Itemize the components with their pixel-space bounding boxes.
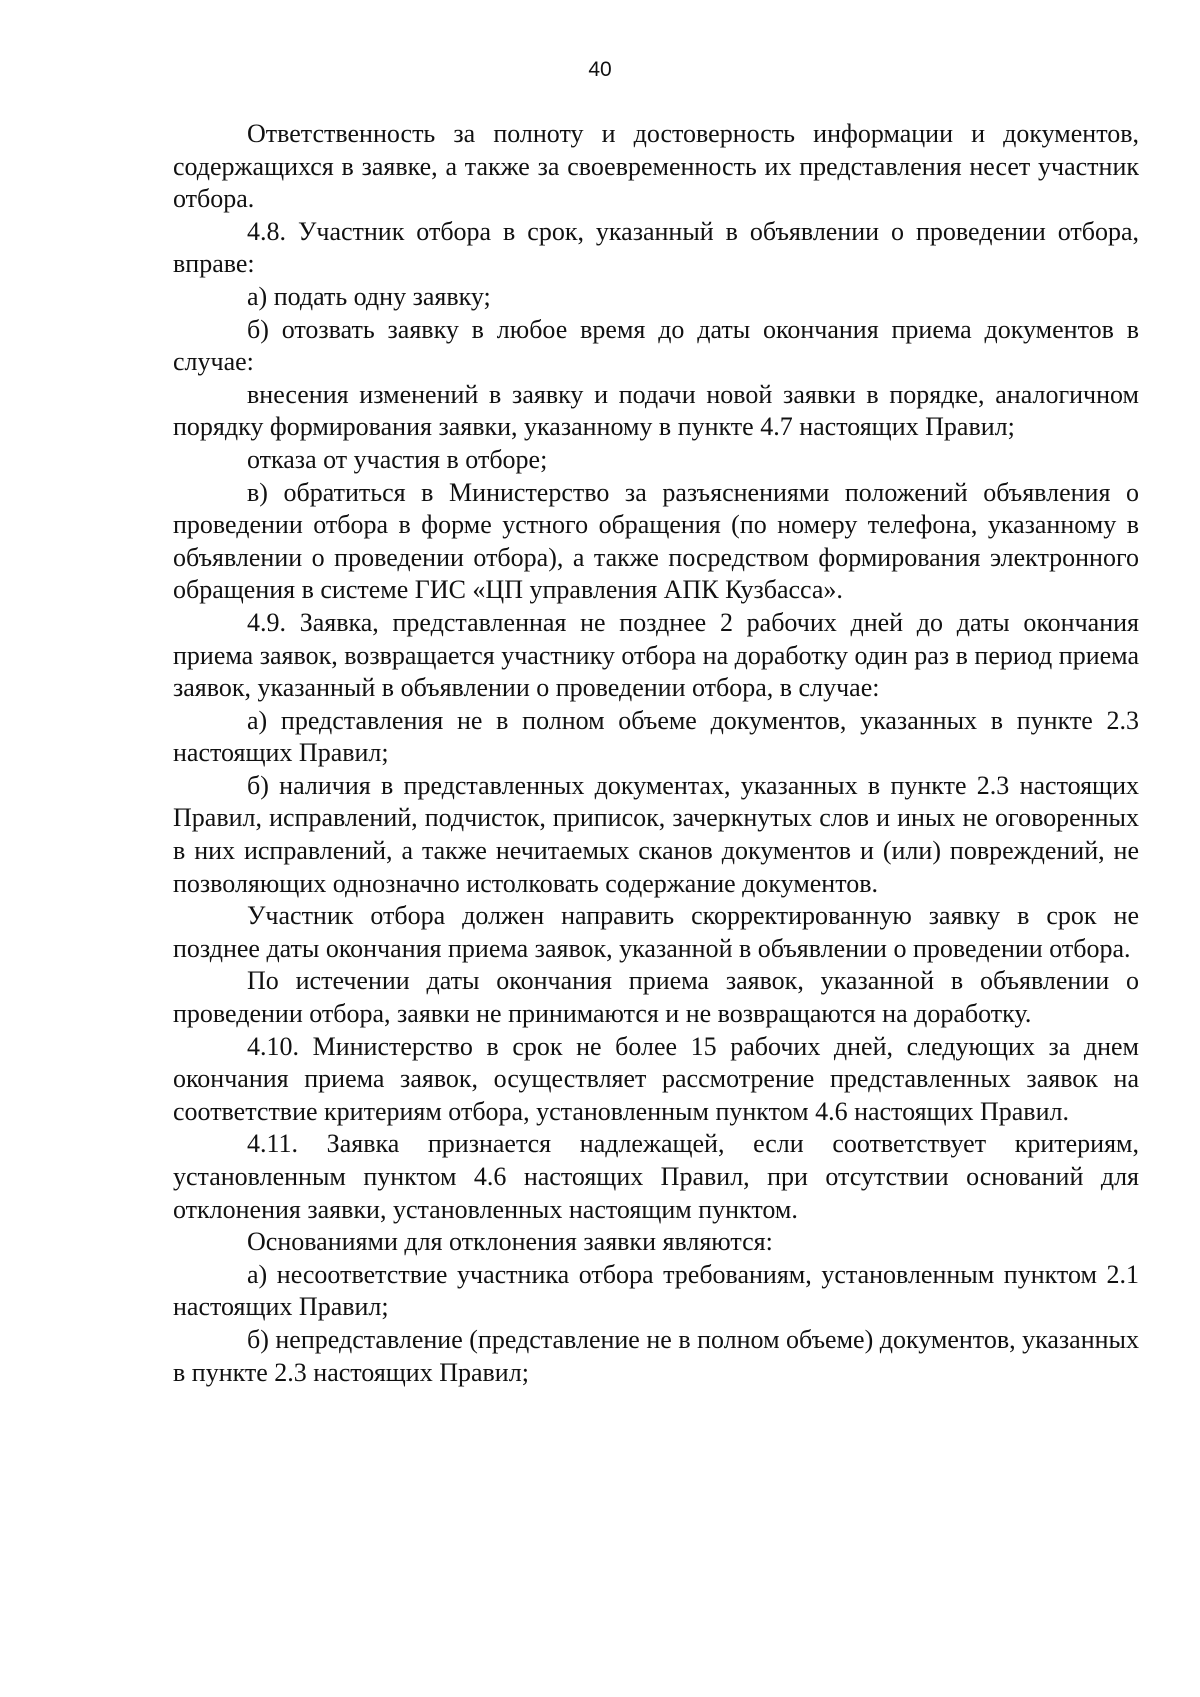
paragraph-4-9: 4.9. Заявка, представленная не позднее 2 рабочих дней до даты окончания приема заявок, возвращается участнику отбора на доработку один раз в период приема заявок, указанный в объявлении о проведении отбора, в случае: bbox=[173, 607, 1139, 703]
paragraph-4-8: 4.8. Участник отбора в срок, указанный в объявлении о проведении отбора, вправе: bbox=[173, 216, 1139, 279]
paragraph-4-11-b: б) непредставление (представление не в полном объеме) документов, указанных в пункте 2.3 настоящих Правил; bbox=[173, 1324, 1139, 1387]
paragraph-4-8-v: в) обратиться в Министерство за разъяснениями положений объявления о проведении отбора в форме устного обращения (по номеру телефона, указанному в объявлении о проведении отбора), а также посредством формирования электронного обращения в системе ГИС «ЦП управления АПК Кузбасса». bbox=[173, 477, 1139, 605]
paragraph-4-9-a: а) представления не в полном объеме документов, указанных в пункте 2.3 настоящих Правил; bbox=[173, 705, 1139, 768]
paragraph-4-9-deadline: По истечении даты окончания приема заявок, указанной в объявлении о проведении отбора, заявки не принимаются и не возвращаются на доработку. bbox=[173, 966, 1139, 1029]
paragraph-4-10: 4.10. Министерство в срок не более 15 рабочих дней, следующих за днем окончания приема заявок, осуществляет рассмотрение представленных заявок на соответствие критериям отбора, установленным пунктом 4.6 настоящих Правил. bbox=[173, 1031, 1139, 1126]
page-number: 40 bbox=[588, 58, 612, 81]
paragraph-4-11-a: а) несоответствие участника отбора требованиям, установленным пунктом 2.1 настоящих Правил; bbox=[173, 1259, 1139, 1322]
document-body bbox=[173, 118, 1139, 1389]
paragraph-4-8-a: а) подать одну заявку; bbox=[247, 281, 491, 311]
paragraph-4-8-b: б) отозвать заявку в любое время до даты окончания приема документов в случае: bbox=[173, 314, 1139, 377]
paragraph-responsibility: Ответственность за полноту и достоверность информации и документов, содержащихся в заявке, а также за своевременность их представления несет участник отбора. bbox=[173, 119, 1139, 214]
paragraph-4-11: 4.11. Заявка признается надлежащей, если соответствует критериям, установленным пунктом 4.6 настоящих Правил, при отсутствии оснований для отклонения заявки, установленных настоящим пунктом. bbox=[173, 1129, 1139, 1224]
paragraph-4-8-b-changes: внесения изменений в заявку и подачи новой заявки в порядке, аналогичном порядку формирования заявки, указанному в пункте 4.7 настоящих Правил; bbox=[173, 379, 1139, 442]
paragraph-4-9-b: б) наличия в представленных документах, указанных в пункте 2.3 настоящих Правил, исправлений, подчисток, приписок, зачеркнутых слов и иных не оговоренных в них исправлений, а также нечитаемых сканов документов и (или) повреждений, не позволяющих однозначно истолковать содержание документов. bbox=[173, 770, 1139, 898]
paragraph-4-9-resubmit: Участник отбора должен направить скорректированную заявку в срок не позднее даты окончания приема заявок, указанной в объявлении о проведении отбора. bbox=[173, 901, 1139, 963]
paragraph-4-11-grounds: Основаниями для отклонения заявки являются: bbox=[247, 1227, 773, 1257]
paragraph-4-8-b-refusal: отказа от участия в отборе; bbox=[247, 444, 548, 474]
